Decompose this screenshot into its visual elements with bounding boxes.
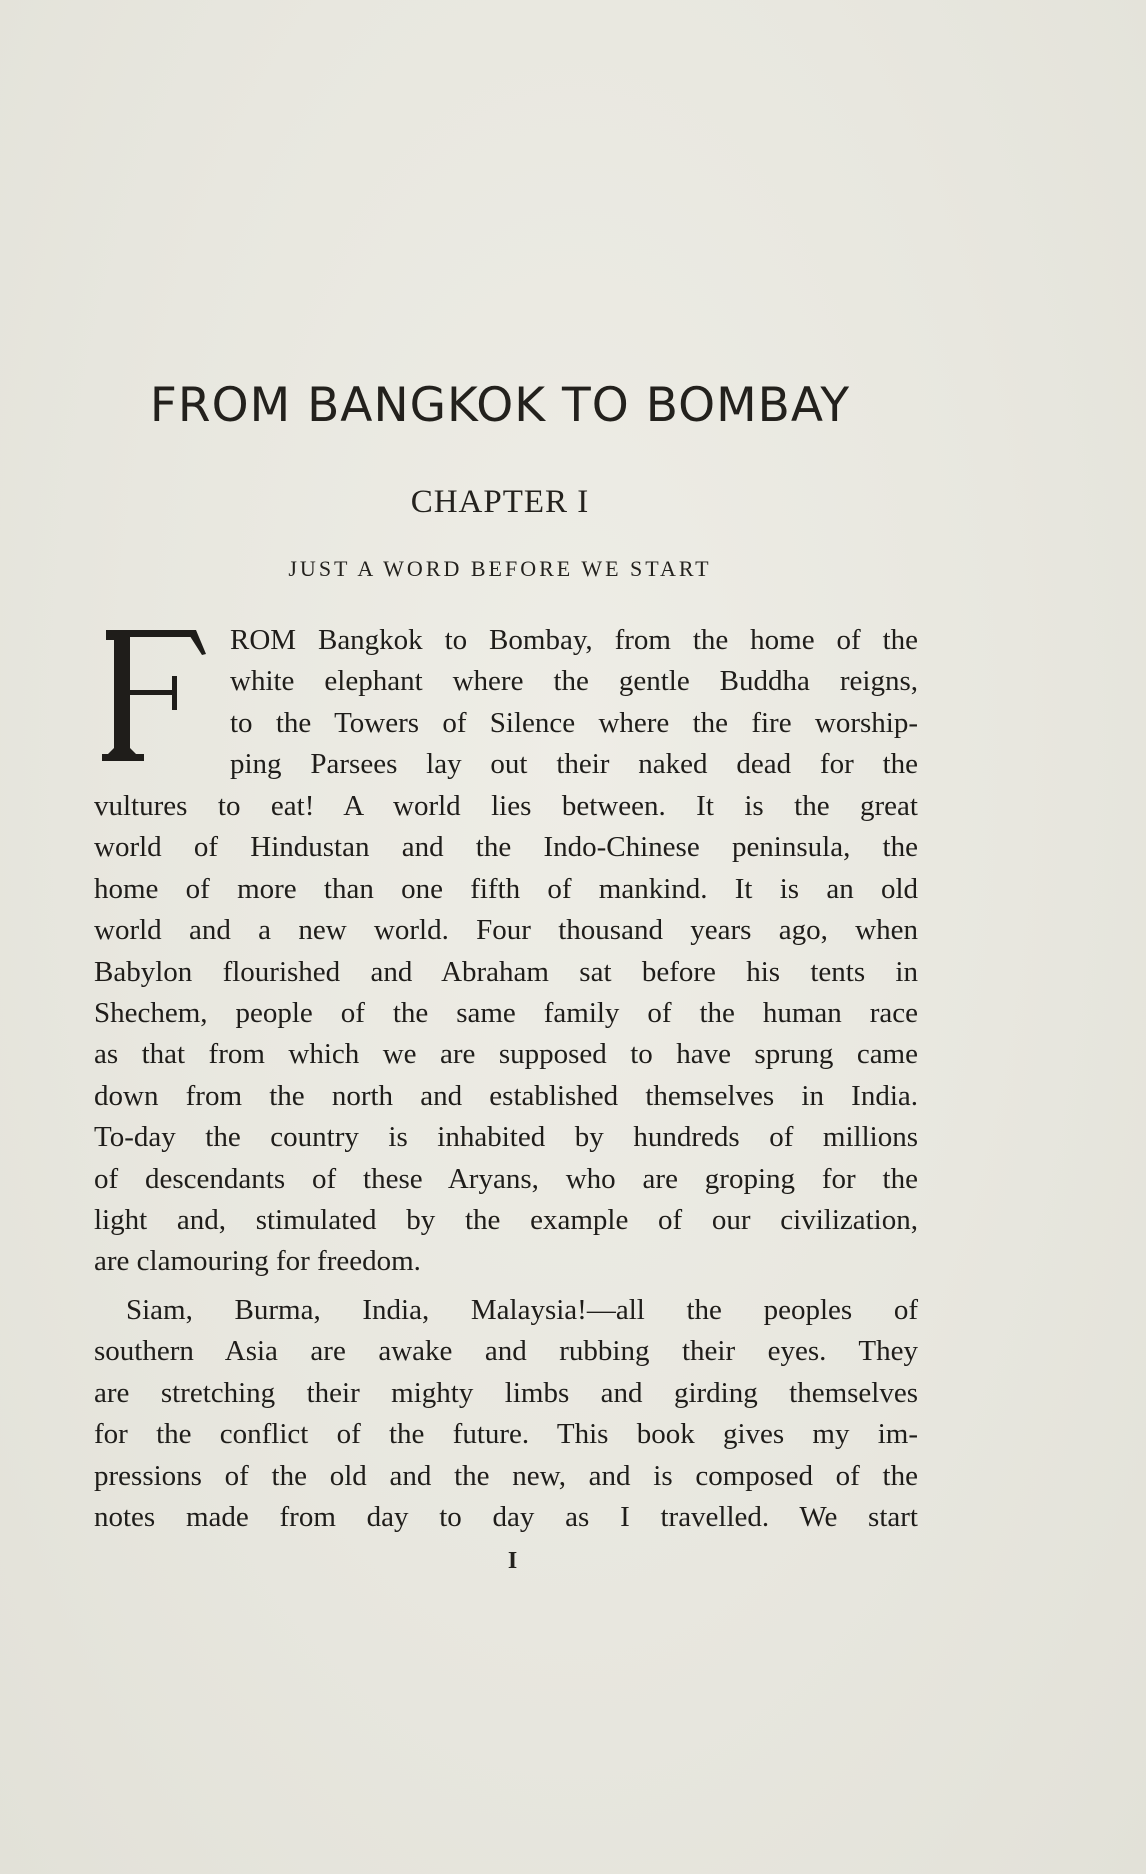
text-line: as that from which we are supposed to have sprung came <box>94 1038 918 1071</box>
text-line: notes made from day to day as I travelled. We start <box>94 1500 918 1533</box>
text-line: To-day the country is inhabited by hundreds of millions <box>94 1121 918 1154</box>
text-line: for the conflict of the future. This book gives my im- <box>94 1418 918 1451</box>
chapter-subtitle: JUST A WORD BEFORE WE START <box>288 556 712 581</box>
text-line: Siam, Burma, India, Malaysia!—all the peoples of <box>126 1294 918 1326</box>
text-line: are clamouring for freedom. <box>94 1245 421 1278</box>
text-line: to the Towers of Silence where the fire worship- <box>230 706 918 739</box>
text-line: world and a new world. Four thousand years ago, when <box>94 914 918 947</box>
text-line: pressions of the old and the new, and is composed of the <box>94 1459 918 1492</box>
text-line: vultures to eat! A world lies between. It is the great <box>94 790 918 822</box>
book-title: FROM BANGKOK TO BOMBAY <box>149 378 851 433</box>
text-line: light and, stimulated by the example of our civilization, <box>94 1203 918 1236</box>
page-number: I <box>507 1548 518 1574</box>
text-line: world of Hindustan and the Indo-Chinese peninsula, the <box>94 831 918 864</box>
text-line: of descendants of these Aryans, who are groping for the <box>94 1162 918 1195</box>
text-line: Shechem, people of the same family of the human race <box>94 996 918 1029</box>
text-line: are stretching their mighty limbs and girding themselves <box>94 1376 918 1409</box>
text-line: southern Asia are awake and rubbing their eyes. They <box>94 1335 918 1368</box>
drop-cap-letter <box>100 620 210 770</box>
text-line: ROM Bangkok to Bombay, from the home of the <box>230 624 918 656</box>
text-line: down from the north and established themselves in India. <box>94 1079 918 1112</box>
text-line: white elephant where the gentle Buddha reigns, <box>230 665 918 698</box>
text-line: ping Parsees lay out their naked dead for the <box>230 748 918 781</box>
text-line: Babylon flourished and Abraham sat before his tents in <box>94 955 918 988</box>
text-line: home of more than one fifth of mankind. It is an old <box>94 872 918 905</box>
paragraph-2 <box>94 1290 918 1538</box>
paragraph-1-body <box>94 786 918 1283</box>
chapter-number: CHAPTER I <box>410 484 590 520</box>
paragraph-1-opening <box>230 620 918 786</box>
